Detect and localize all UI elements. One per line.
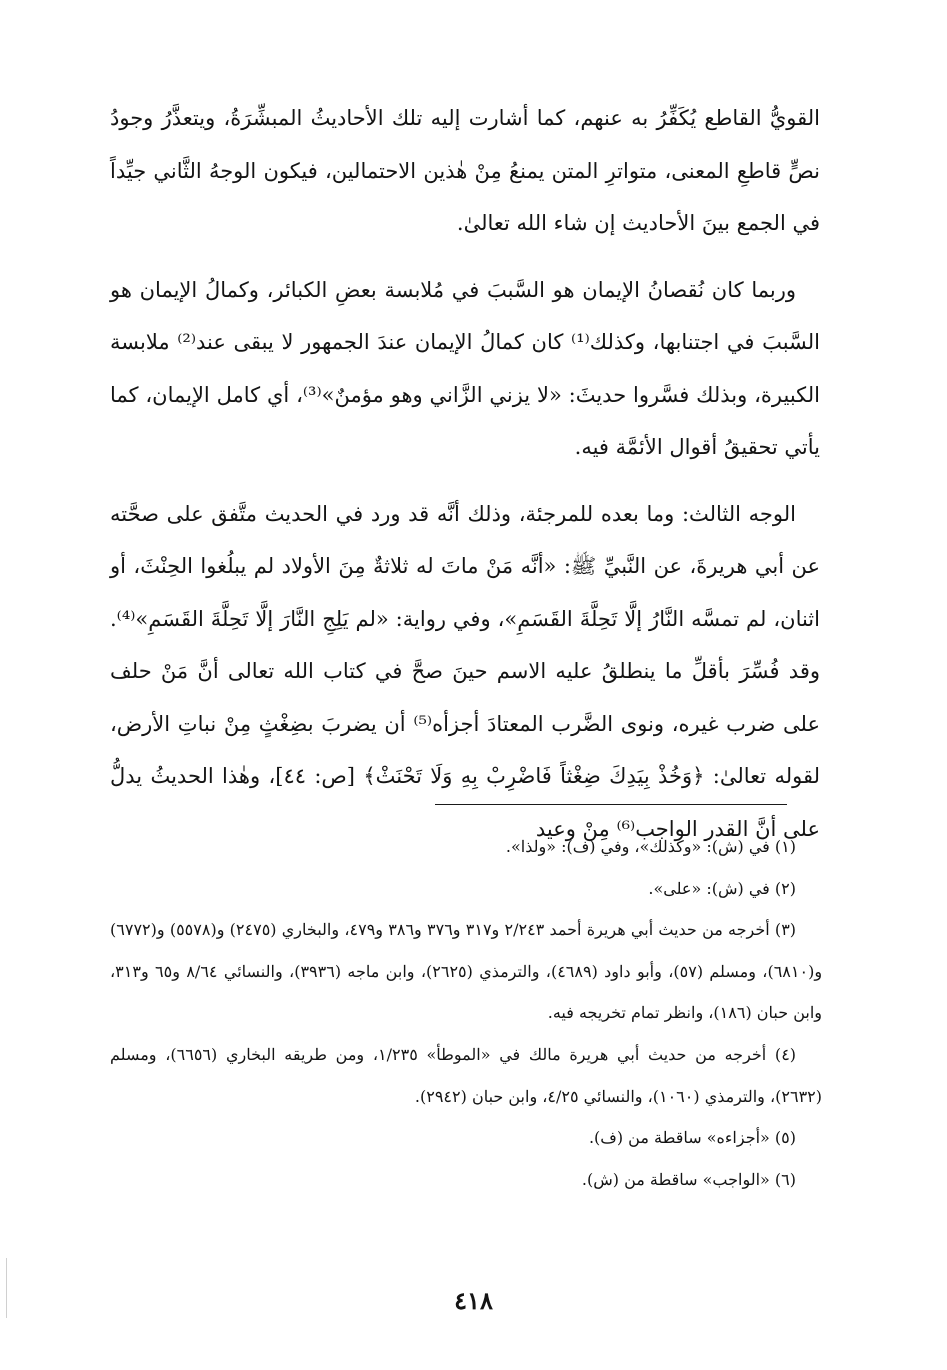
footnote-3: (٣) أخرجه من حديث أبي هريرة أحمد ٢/٢٤٣ و٣١٧ و٣٧٦ و٣٨٦ و٤٧٩، والبخاري (٢٤٧٥) و(٥٥٧٨) و(٦٧٧٢) و(٦٨١٠)، ومسلم (٥٧)، وأبو داود (٤٦٨٩)، والترمذي (٢٦٢٥)، وابن ماجه (٣٩٣٦)، والنسائي ٨/٦٤ و٦٥ و٣١٣، وابن حبان (١٨٦)، وانظر تمام تخريجه فيه. (110, 920, 823, 1023)
footnote-6: (٦) «الواجب» ساقطة من (ش). (581, 1169, 796, 1189)
paragraph-1: القويُّ القاطع يُكَفِّرُ به عنهم، كما أشارت إليه تلك الأحاديثُ المبشِّرَةُ، ويتعذَّرُ وجودُ نصٍّ قاطعِ المعنى، متواترِ المتن يمنعُ مِنْ هٰذين الاحتمالين، فيكون الوجهُ الثَّاني جيِّداً في الجمع بينَ الأحاديث إن شاء الله تعالىٰ. (110, 106, 820, 235)
footnote-2: (٢) في (ش): «على». (648, 878, 796, 898)
footnote-1: (١) في (ش): «وكذلك»، وفي (ف): «ولذا». (505, 837, 796, 856)
scan-edge-mark (6, 1258, 7, 1318)
main-text (110, 92, 820, 869)
footnote-5: (٥) «أجزاءه» ساقطة من (ف). (588, 1128, 796, 1148)
footnote-4: (٤) أخرجه من حديث أبي هريرة مالك في «الموطأ» ١/٢٣٥، ومن طريقه البخاري (٦٦٥٦)، ومسلم (٢٦٣٢)، والترمذي (١٠٦٠)، والنسائي ٤/٢٥، وابن حبان (٢٩٤٢). (110, 1044, 822, 1106)
footnote-separator (435, 804, 787, 805)
paragraph-2: وربما كان نُقصانُ الإيمان هو السَّببَ في مُلابسة بعضِ الكبائر، وكمالُ الإيمان هو السَّببَ في اجتنابها، وكذلك⁽¹⁾ كان كمالُ الإيمان عندَ الجمهور لا يبقى عند⁽²⁾ ملابسة الكبيرة، وبذلك فسَّروا حديثَ: «لا يزني الزَّاني وهو مؤمنٌ»⁽³⁾، أي كامل الإيمان، كما يأتي تحقيقُ أقوال الأئمَّة فيه. (110, 277, 821, 459)
footnotes (110, 826, 822, 1200)
page-number: ٤١٨ (454, 1286, 493, 1315)
paragraph-3: الوجه الثالث: وما بعده للمرجئة، وذلك أنَّه قد ورد في الحديث متَّفق على صحَّته عن أبي هريرةَ، عن النَّبيِّ ﷺ: «أنَّه مَنْ ماتَ له ثلاثةٌ مِنَ الأولاد لم يبلُغوا الحِنْثَ، أو اثنان، لم تمسَّه النَّارُ إلَّا تَحِلَّةَ القَسَمِ»، وفي رواية: «لم يَلِجِ النَّارَ إلَّا تَحِلَّةَ القَسَمِ»⁽⁴⁾. وقد فُسِّرَ بأقلِّ ما ينطلقُ عليه الاسم حينَ صحَّ في كتاب الله تعالى أنَّ مَنْ حلف على ضرب غيره، ونوى الضَّرب المعتادَ أجزأه⁽⁵⁾ أن يضربَ بضِغْثٍ مِنْ نباتِ الأرض، لقوله تعالىٰ: ﴿وَخُذْ بِيَدِكَ ضِغْثاً فَاضْرِبْ بِهِ وَلَا تَحْنَثْ﴾ [ص: ٤٤]، وهٰذا الحديثُ يدلُّ على أنَّ القدر الواجب⁽⁶⁾ مِنْ وعيد (110, 501, 820, 841)
